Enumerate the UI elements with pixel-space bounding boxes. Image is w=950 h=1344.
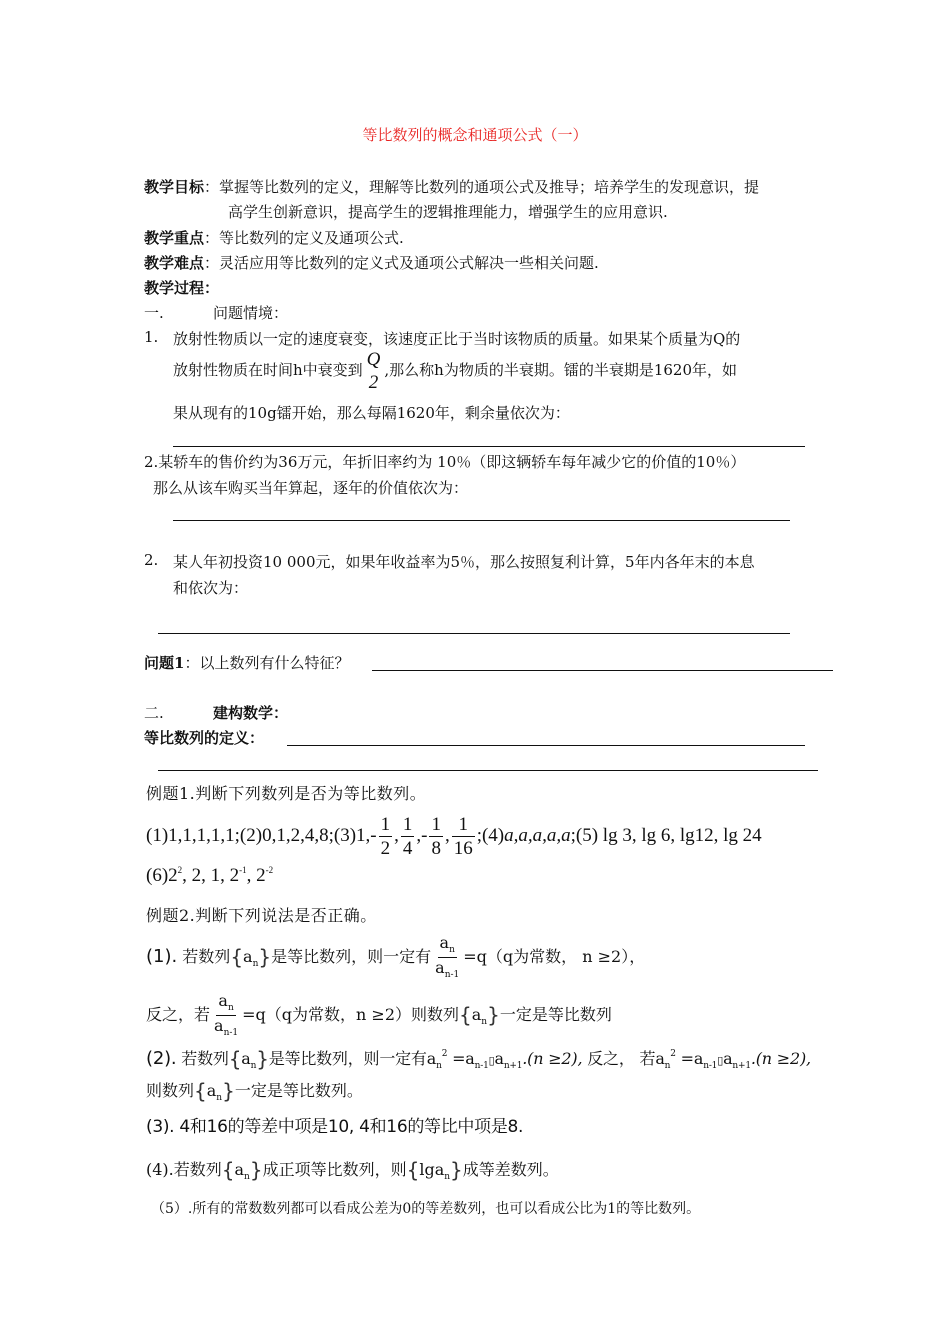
statement5: （5）.所有的常数数列都可以看成公差为0的等差数列，也可以看成公比为1的等比数列。: [151, 1201, 701, 1217]
brace-right: }: [258, 945, 272, 969]
brace-right: }: [256, 1047, 269, 1071]
seq6-text: , 2, 1, 2: [182, 865, 240, 886]
brace-left: {: [228, 1047, 242, 1071]
problem1-line2: [173, 350, 737, 392]
seq6-text: , 2: [246, 865, 266, 886]
statement1b-text2: =q（q为常数，n ≥2）则数列: [242, 1005, 460, 1024]
objectives-line1: [144, 176, 759, 197]
question1-text: ：以上数列有什么特征？: [184, 654, 350, 672]
statement2: (2). 若数列$\{a_n\}$是等比数列，则一定有$a_n^2$ $=a_{n-1}▯a_{n+1}.(n \ge 2)$, 反之， 若$a_n^2$ $=a_{n-1}▯a_{n+1}.(n \ge 2)$,: [146, 1047, 811, 1071]
seq6-sup: -2: [265, 865, 274, 875]
brace-left: {: [459, 1003, 472, 1027]
statement3-text: 4和16的等差中项是10, 4和16的等比中项是8.: [174, 1117, 524, 1137]
an-over-an1: [433, 935, 461, 980]
brace-left: {: [221, 1158, 235, 1182]
sub-n: n: [227, 1003, 234, 1013]
statement4: [146, 1157, 559, 1182]
frac-den: [212, 1016, 240, 1038]
key-points-text: ：等比数列的定义及通项公式.: [204, 229, 404, 247]
frac-num: 1: [431, 814, 441, 835]
statement1-text2: 是等比数列，则一定有: [271, 947, 432, 966]
seq-part-c: a,a,a,a,a: [504, 824, 571, 846]
a-symbol: a: [214, 1016, 224, 1035]
sup-2: 2: [670, 1049, 676, 1059]
definition-label: 等比数列的定义：: [144, 729, 265, 747]
condition: .(n ≥2),: [750, 1049, 811, 1068]
frac-1-2: [379, 815, 393, 858]
section2-num: 二.: [144, 704, 164, 722]
frac-den: 8: [431, 838, 441, 859]
difficulties-text: ：灵活应用等比数列的定义式及通项公式解决一些相关问题.: [204, 254, 599, 272]
a-symbol: a: [723, 1049, 733, 1068]
statement1b-text3: 一定是等比数列: [499, 1005, 612, 1024]
section1-num: 一.: [144, 304, 164, 322]
brace-left: {: [194, 1079, 207, 1103]
sub-n: n: [449, 945, 455, 955]
sub-n: n: [244, 1172, 250, 1182]
problem3-num: 2.: [144, 551, 159, 569]
frac-1-4: [401, 815, 415, 858]
statement2-text2: 是等比数列，则一定有a: [268, 1049, 437, 1068]
fraction-numerator: Q: [366, 349, 381, 370]
statement1-text3: =q（q为常数， n ≥2），: [463, 947, 646, 966]
seq-sep: ,-: [416, 824, 428, 846]
statement3: [146, 1112, 523, 1137]
sub-n1: n-1: [703, 1061, 718, 1071]
a-symbol: a: [218, 991, 228, 1010]
difficulties: [144, 252, 599, 273]
statement2-text3: 反之， 若a: [582, 1049, 665, 1068]
sub-n1: n-1: [474, 1061, 489, 1071]
frac-1-8: [429, 815, 443, 858]
problem1-line3: 果从现有的10g镭开始，那么每隔1620年，剩余量依次为：: [173, 404, 570, 422]
sub-n1: n-1: [444, 970, 460, 980]
problem2-line2: 那么从该车购买当年算起，逐年的价值依次为：: [153, 479, 469, 497]
statement2-prefix: (2).: [146, 1048, 177, 1069]
answer-line-6: [158, 770, 818, 771]
problem1-line2b: ,那么称h为物质的半衰期。镭的半衰期是1620年，如: [384, 361, 738, 379]
answer-line-3: [158, 633, 790, 634]
sub-n: n: [436, 1061, 442, 1071]
question1: [144, 652, 349, 673]
q-over-2-fraction: [365, 350, 383, 392]
a-symbol: a: [206, 1081, 217, 1100]
frac-1-16: [452, 815, 475, 858]
frac-den: 16: [453, 838, 473, 859]
statement2-text1: 若数列: [176, 1049, 229, 1068]
key-points-label: 教学重点: [144, 229, 205, 247]
statement1-prefix: (1).: [146, 946, 178, 967]
statement2b-text1: 则数列: [146, 1081, 195, 1100]
seq-part-a: (1)1,1,1,1,1;(2)0,1,2,4,8;(3)1,-: [146, 824, 377, 846]
process-heading: [144, 277, 219, 298]
frac-num: 1: [458, 814, 468, 835]
brace-right: }: [487, 1003, 500, 1027]
a-symbol: a: [241, 1049, 251, 1068]
question1-label: 问题1: [144, 654, 185, 672]
problem1-num: 1.: [144, 328, 159, 346]
brace-right: }: [450, 1158, 463, 1182]
frac-num: [438, 935, 457, 958]
statement4-text3: 成等差数列。: [462, 1160, 559, 1179]
brace-left: {: [230, 945, 244, 969]
seq6-text: (6)2: [146, 865, 178, 886]
statement2b-text2: 一定是等比数列。: [234, 1081, 363, 1100]
seq-part-b: ;(4): [476, 824, 505, 846]
problem2-line1: 2.某轿车的售价约为36万元，年折旧率约为 10％（即这辆轿车每年减少它的价值的10％）: [144, 453, 746, 471]
frac-den: 2: [380, 838, 391, 859]
a-symbol: a: [494, 1049, 504, 1068]
example1-seq6: [146, 865, 273, 887]
statement4-prefix: (4).若数列: [146, 1160, 222, 1179]
answer-line-2: [173, 520, 790, 521]
objectives-text1: ：掌握等比数列的定义，理解等比数列的通项公式及推导；培养学生的发现意识，提: [204, 178, 760, 196]
seq6-sup: -1: [239, 865, 247, 875]
statement1b: [146, 993, 612, 1041]
frac-num: [216, 993, 235, 1016]
sub-np1: n+1: [503, 1061, 523, 1071]
sub-n: n: [252, 959, 259, 969]
brace-left: {: [406, 1158, 420, 1182]
a-symbol: a: [471, 1005, 482, 1024]
sub-n: n: [444, 1172, 451, 1182]
sub-n: n: [481, 1017, 488, 1027]
a-symbol: a: [439, 933, 450, 952]
statement4-text2: 成正项等比数列，则: [262, 1160, 407, 1179]
sub-n: n: [250, 1061, 257, 1071]
statement1: [146, 935, 645, 983]
process-label: 教学过程: [144, 279, 205, 297]
sub-n: n: [216, 1093, 223, 1103]
sub-np1: n+1: [732, 1061, 751, 1071]
process-colon: ：: [204, 279, 220, 297]
section2-title: 建构数学：: [213, 704, 289, 722]
problem1-line1: 放射性物质以一定的速度衰变，该速度正比于当时该物质的质量。如果某个质量为Q的: [173, 330, 741, 348]
statement3-prefix: (3).: [146, 1117, 175, 1137]
seq6-sup: 2: [177, 865, 183, 875]
seq-sep: ,: [444, 824, 450, 846]
frac-den: 4: [402, 838, 413, 859]
sub-n1: n-1: [223, 1028, 239, 1038]
a-symbol: a: [243, 947, 253, 966]
equals-a: =a: [447, 1049, 475, 1068]
answer-line-4: [372, 670, 833, 671]
statement2b: [146, 1078, 363, 1103]
seq-sep: ,: [394, 824, 399, 846]
example2-title: 例题2.判断下列说法是否正确。: [146, 906, 377, 925]
objectives-label: 教学目标: [144, 178, 205, 196]
difficulties-label: 教学难点: [144, 254, 205, 272]
a-symbol: a: [234, 1160, 245, 1179]
example1-title: 例题1.判断下列数列是否为等比数列。: [146, 784, 427, 803]
problem3-line1: 某人年初投资10 000元，如果年收益率为5％，那么按照复利计算，5年内各年末的本息: [173, 553, 755, 571]
seq-part-d: ;(5) lg 3, lg 6, lg12, lg 24: [570, 824, 762, 846]
page-title: 等比数列的概念和通项公式（一）: [362, 126, 588, 144]
brace-right: }: [249, 1158, 263, 1182]
brace-right: }: [222, 1079, 235, 1103]
section1-title: 问题情境：: [213, 304, 289, 322]
answer-line-1: [173, 446, 805, 447]
answer-line-5: [287, 745, 805, 746]
frac-num: 1: [380, 814, 391, 835]
fraction-denominator: 2: [368, 372, 379, 393]
condition: .(n ≥2),: [522, 1049, 583, 1068]
objectives-line2: 高学生创新意识，提高学生的逻辑推理能力，增强学生的应用意识.: [228, 203, 668, 221]
frac-den: [433, 958, 461, 980]
statement1b-text1: 反之，若: [146, 1005, 211, 1024]
problem3-line2: 和依次为：: [173, 579, 249, 597]
sup-2: 2: [441, 1049, 448, 1059]
example1-sequences: [146, 815, 762, 858]
frac-num: 1: [402, 814, 413, 835]
equals-a: =a: [675, 1049, 704, 1068]
a-symbol: a: [435, 958, 445, 977]
lg-a-symbol: lga: [419, 1160, 445, 1179]
problem1-line2a: 放射性物质在时间h中衰变到: [173, 361, 363, 379]
key-points: [144, 227, 404, 248]
sub-n: n: [664, 1061, 671, 1071]
an-over-an1: [212, 993, 240, 1038]
statement1-text: 若数列: [177, 947, 231, 966]
